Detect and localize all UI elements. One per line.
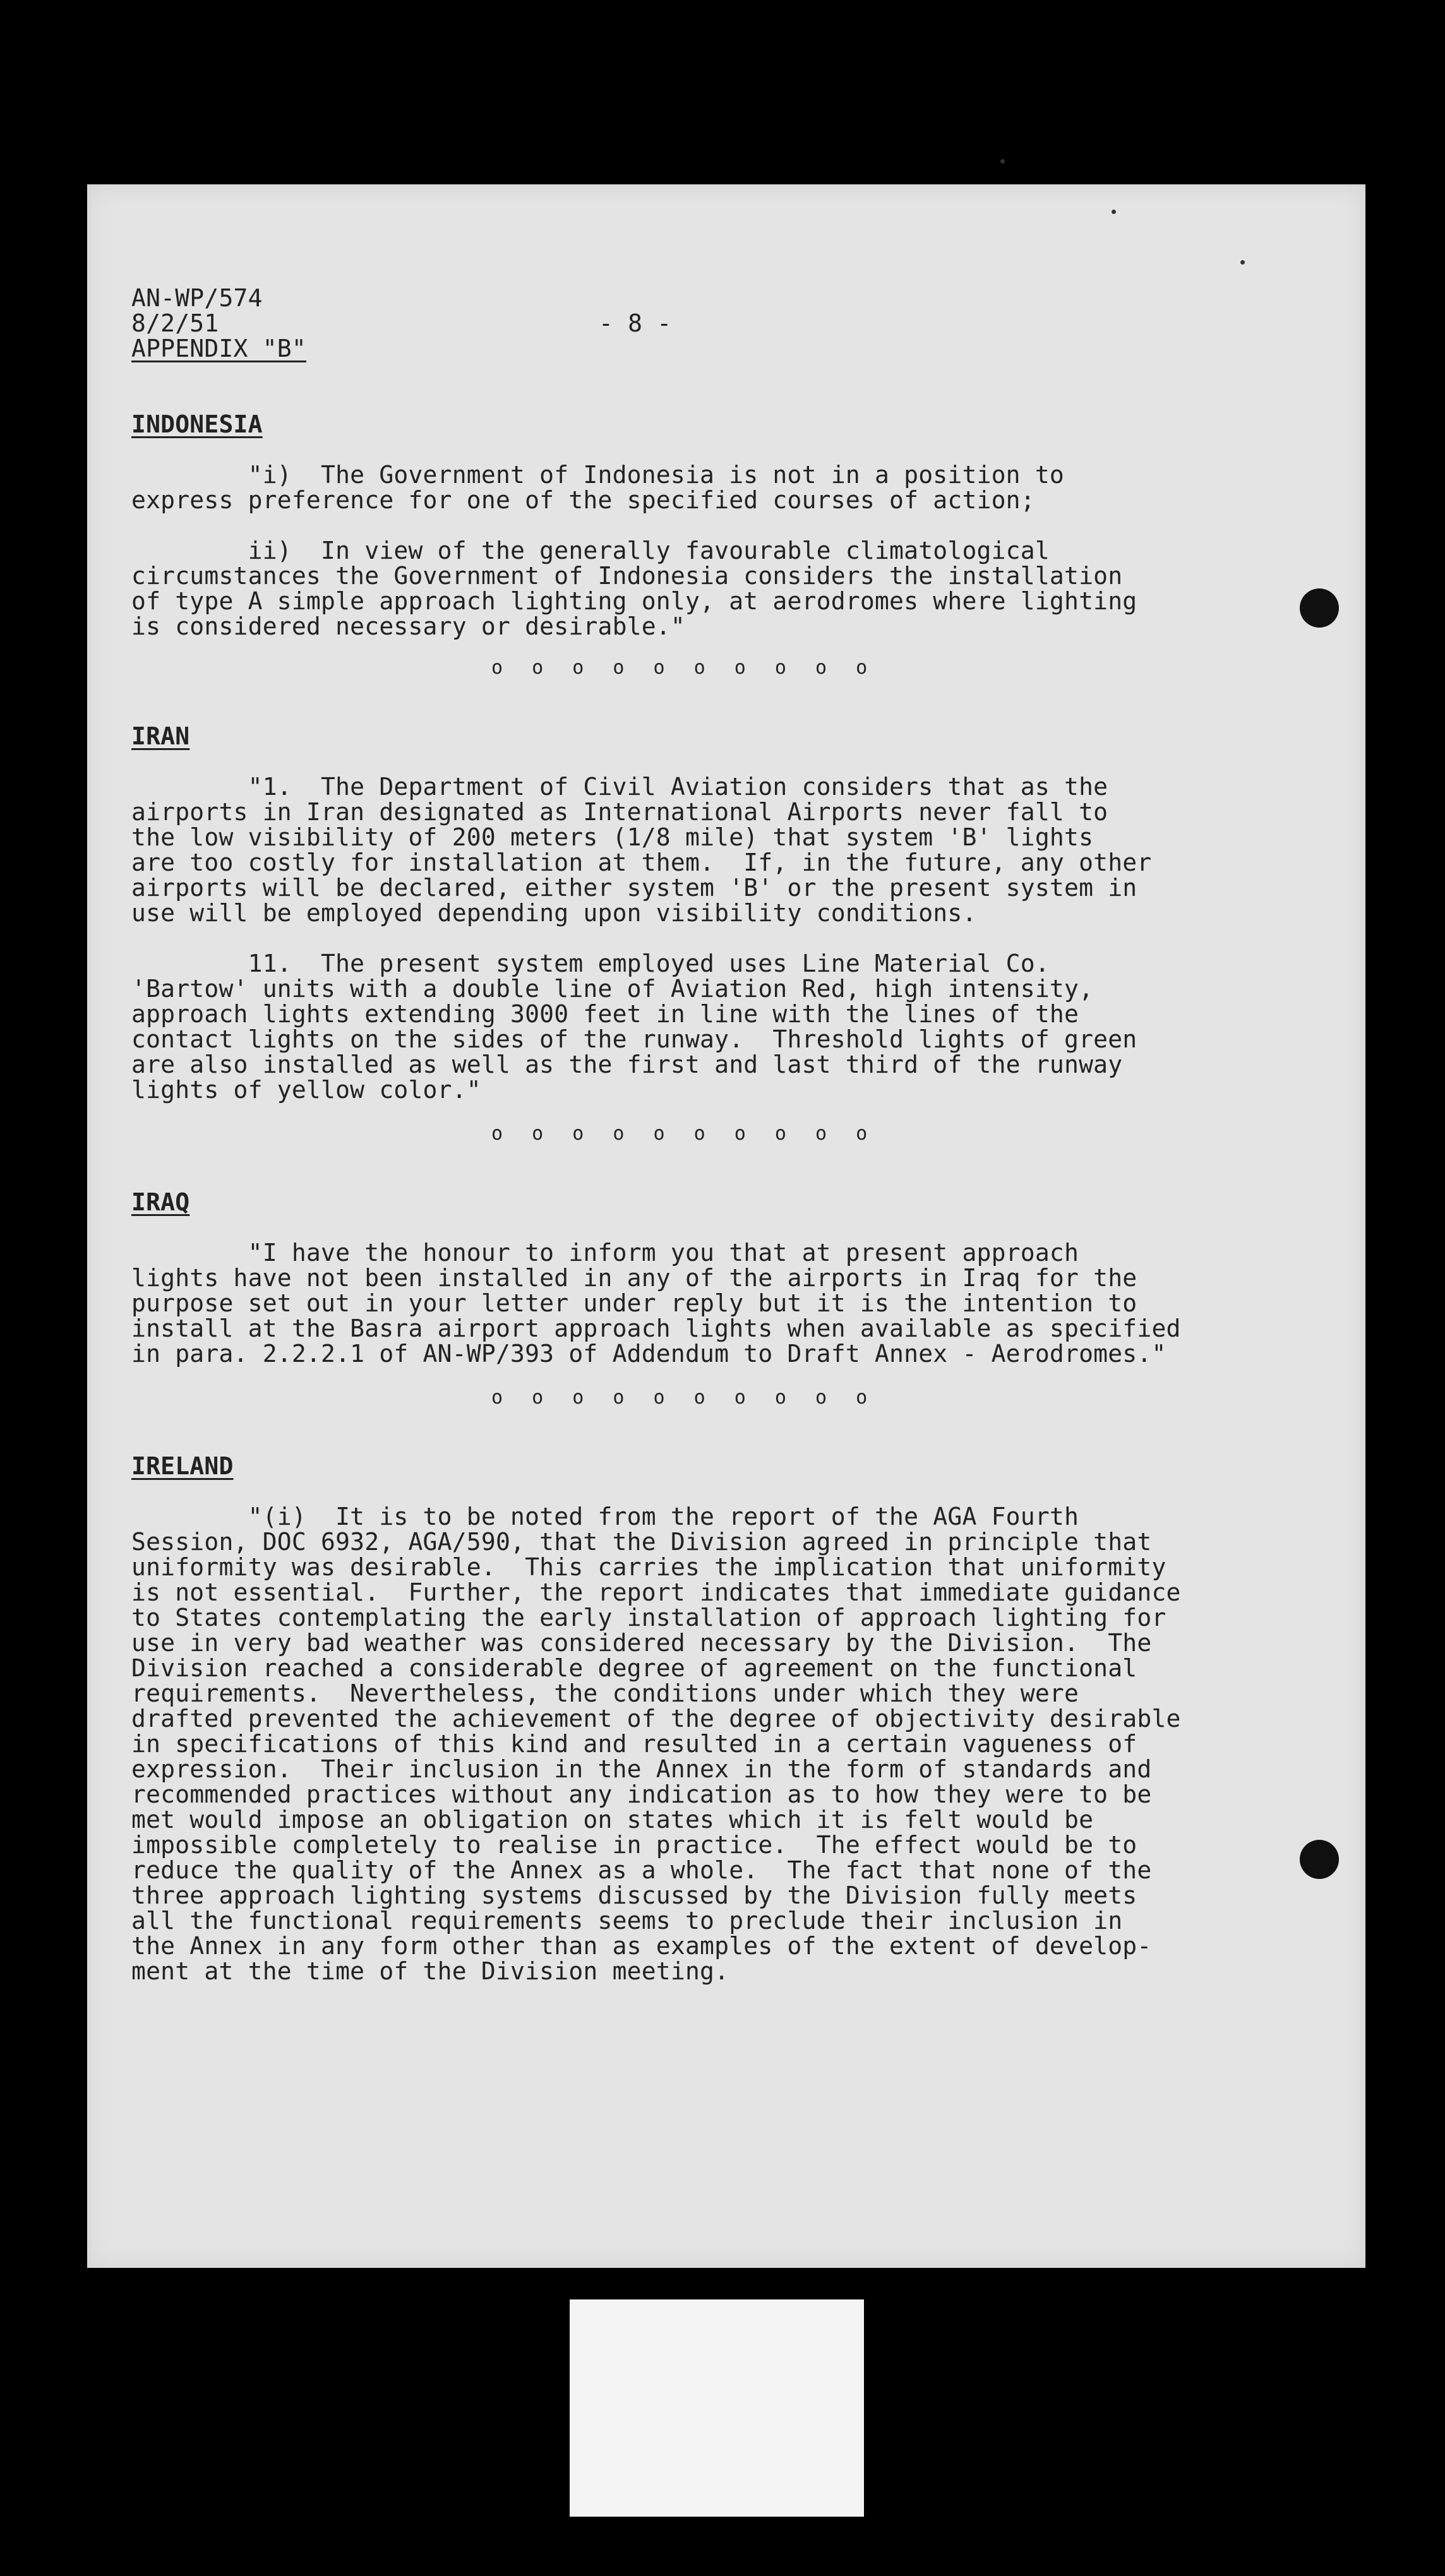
section-title-indonesia: INDONESIA — [131, 410, 263, 438]
section-title-iran: IRAN — [131, 722, 190, 750]
section-title-iraq: IRAQ — [131, 1188, 190, 1216]
speck — [1112, 210, 1116, 214]
iran-paragraph-1: "1. The Department of Civil Aviation considers that as the airports in Iran designated as International Airports never fall to the low visibility of 200 meters (1/8 mile) that system 'B' lights are too costly for installation at them. If, in the future, any other airports will be declared, either system 'B' or the present system in use will be employed depending upon visibility conditions. — [131, 773, 1152, 927]
section-separator: o o o o o o o o o o — [491, 1386, 877, 1409]
ireland-paragraph-1: "(i) It is to be noted from the report of the AGA Fourth Session, DOC 6932, AGA/590, that the Division agreed in principle that uniformity was desirable. This carries the implication that uniformity is not essential. Further, the report indicates that immediate guidance to States contemplating the early installation of approach lighting for use in very bad weather was considered necessary by the Division. The Division reached a considerable degree of agreement on the functional requirements. Nevertheless, the conditions under which they were drafted prevented the achievement of the degree of objectivity desirable in specifications of this kind and resulted in a certain vagueness of expression. Their inclusion in the Annex in the form of standards and recommended practices without any indication as to how they were to be met would impose an obligation on states which it is felt would be impossible completely to realise in practice. The effect would be to reduce the quality of the Annex as a whole. The fact that none of the three approach lighting systems discussed by the Division fully meets all the functional requirements seems to preclude their inclusion in the Annex in any form other than as examples of the extent of develop- ment at the time of the Division meeting. — [131, 1503, 1181, 1985]
iran-paragraph-2: 11. The present system employed uses Line Material Co. 'Bartow' units with a double line of Aviation Red, high intensity, approach lights extending 3000 feet in line with the lines of the contact lights on the sides of the runway. Threshold lights of green are also installed as well as the first and last third of the runway lights of yellow color." — [131, 950, 1137, 1104]
speck — [1240, 260, 1245, 265]
blank-label-slip — [570, 2299, 864, 2517]
document-page — [87, 184, 1365, 2268]
indonesia-paragraph-1: "i) The Government of Indonesia is not in a position to express preference for one of the specified courses of action; — [131, 461, 1064, 514]
page-number: - 8 - — [599, 309, 672, 337]
document-reference: AN-WP/574 — [131, 284, 263, 312]
document-date: 8/2/51 — [131, 309, 219, 337]
page-body — [131, 285, 1325, 1984]
section-separator: o o o o o o o o o o — [491, 1123, 877, 1145]
iraq-paragraph-1: "I have the honour to inform you that at present approach lights have not been installed in any of the airports in Iraq for the purpose set out in your letter under reply but it is the intention to install at the Basra airport approach lights when available as specified in para. 2.2.2.1 of AN-WP/393 of Addendum to Draft Annex - Aerodromes." — [131, 1239, 1181, 1368]
page-header — [131, 285, 1325, 369]
header-left — [131, 285, 306, 361]
section-title-ireland: IRELAND — [131, 1452, 234, 1480]
section-separator: o o o o o o o o o o — [491, 657, 877, 679]
appendix-label: APPENDIX "B" — [131, 335, 306, 362]
speck — [1000, 159, 1005, 164]
indonesia-paragraph-2: ii) In view of the generally favourable climatological circumstances the Government of Indonesia considers the installation of type A simple approach lighting only, at aerodromes where lighting is considered necessary or desirable." — [131, 537, 1137, 640]
